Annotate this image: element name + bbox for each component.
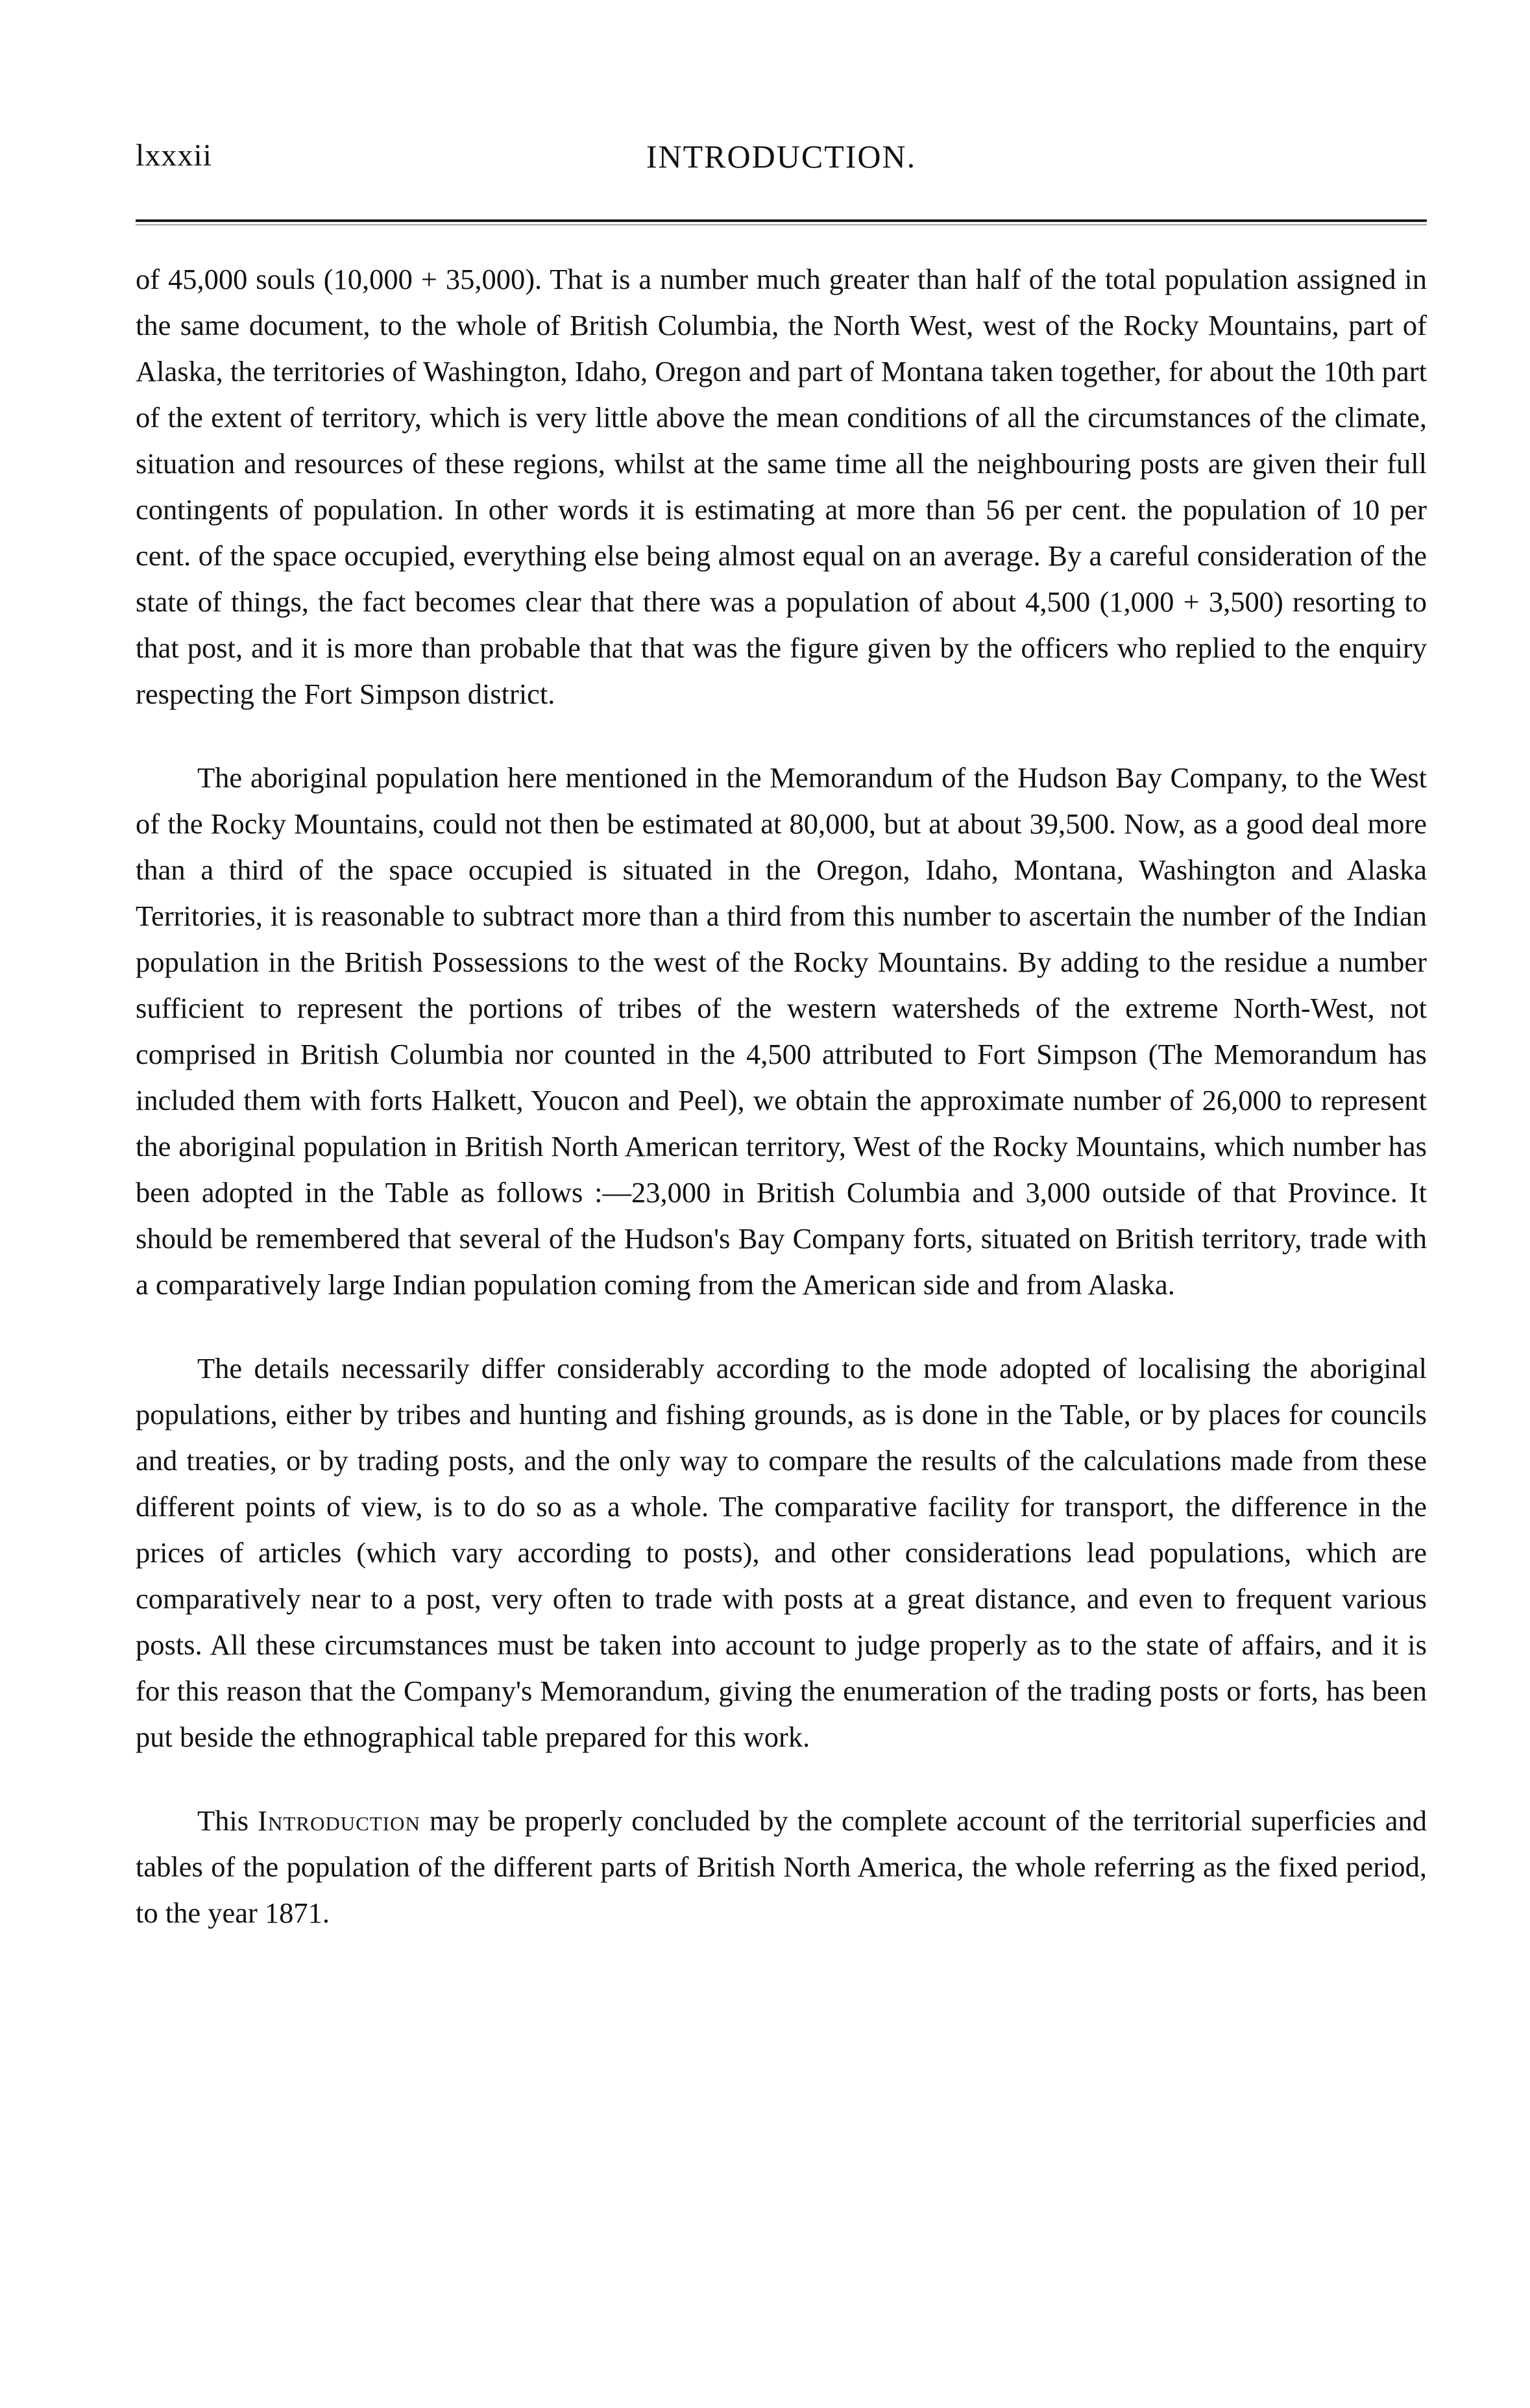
paragraph-aboriginal-population: The aboriginal population here mentioned in the Memorandum of the Hudson Bay Company, to the West of the Rocky Mountains, could not then be estimated at 80,000, but at about 39,500. Now, as a good deal more than a third of the space occupied is situated in the Oregon, Idaho, Montana, Washington and Alaska Territories, it is reasonable to subtract more than a third from this number to ascertain the number of the Indian population in the British Possessions to the west of the Rocky Mountains. By adding to the residue a number sufficient to represent the portions of tribes of the western watersheds of the extreme North-West, not comprised in British Columbia nor counted in the 4,500 attributed to Fort Simpson (The Memorandum has included them with forts Halkett, Youcon and Peel), we obtain the approximate number of 26,000 to represent the aboriginal population in British North American territory, West of the Rocky Mountains, which number has been adopted in the Table as follows :—23,000 in British Columbia and 3,000 outside of that Province. It should be remembered that several of the Hudson's Bay Company forts, situated on British territory, trade with a comparatively large Indian population coming from the American side and from Alaska. xyxy=(136,761,1427,1301)
conclusion-text: may be properly concluded by the complete account of the territorial superficies and tables of the population of the different parts of British North America, the whole referring as the fixed period, to the year 1871. xyxy=(136,1804,1427,1929)
paragraph-conclusion xyxy=(136,1798,1427,1936)
paragraph-details: The details necessarily differ considerably according to the mode adopted of localising the aboriginal populations, either by tribes and hunting and fishing grounds, as is done in the Table, or by places for councils and treaties, or by trading posts, and the only way to compare the results of the calculations made from these different points of view, is to do so as a whole. The comparative facility for transport, the difference in the prices of articles (which vary according to posts), and other considerations lead populations, which are comparatively near to a post, very often to trade with posts at a great distance, and even to frequent various posts. All these circumstances must be taken into account to judge properly as to the state of affairs, and it is for this reason that the Company's Memorandum, giving the enumeration of the trading posts or forts, has been put beside the ethnographical table prepared for this work. xyxy=(136,1352,1427,1753)
conclusion-introduction-smallcaps: Introduction xyxy=(258,1804,420,1837)
body-text xyxy=(136,256,1427,1974)
header-rule xyxy=(136,219,1427,222)
page-header xyxy=(136,138,1427,196)
paragraph-continued: of 45,000 souls (10,000 + 35,000). That is a number much greater than half of the total population assigned in the same document, to the whole of British Columbia, the North West, west of the Rocky Mountains, part of Alaska, the territories of Washington, Idaho, Oregon and part of Montana taken together, for about the 10th part of the extent of territory, which is very little above the mean conditions of all the circumstances of the climate, situation and resources of these regions, whilst at the same time all the neighbouring posts are given their full contingents of population. In other words it is estimating at more than 56 per cent. the population of 10 per cent. of the space occupied, everything else being almost equal on an average. By a careful consideration of the state of things, the fact becomes clear that there was a population of about 4,500 (1,000 + 3,500) resorting to that post, and it is more than probable that that was the figure given by the officers who replied to the enquiry respecting the Fort Simpson district. xyxy=(136,263,1427,710)
conclusion-lead: This xyxy=(197,1804,249,1837)
page-number: lxxxii xyxy=(136,138,213,173)
running-title: INTRODUCTION. xyxy=(646,138,917,175)
